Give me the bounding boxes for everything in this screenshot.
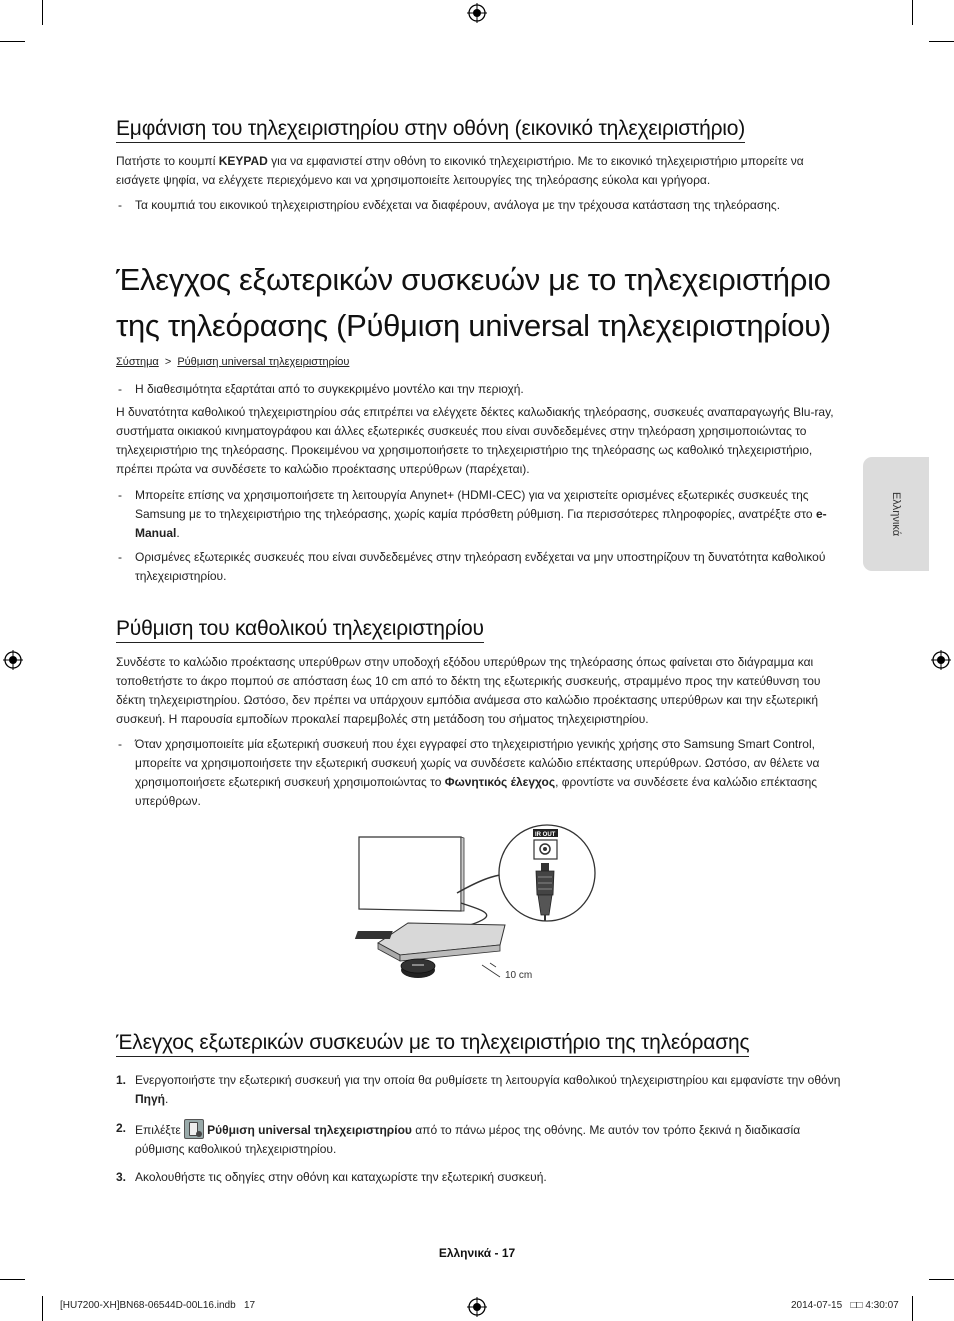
page-number: Ελληνικά - 17: [438, 1246, 516, 1260]
menu-path-universal: Ρύθμιση universal τηλεχειριστηρίου: [177, 356, 350, 368]
crop-mark: [929, 41, 954, 42]
crop-mark: [929, 1279, 954, 1280]
main-title-line2: της τηλεόρασης (Ρύθμιση universal τηλεχειριστηρίου): [116, 308, 831, 343]
note-smart-control: - Όταν χρησιμοποιείτε μία εξωτερική συσκευή που έχει εγγραφεί στο τηλεχειριστήριο γενικής χρήσης στο Samsung Smart Control, μπορείτε να χρησιμοποιήσετε την εξωτερική συσκευή χωρίς να συνδέσετε καλώδιο επέκτασης υπερύθρων. Ωστόσο, αν θέλετε να χρησιμοποιήσετε εξωτερική συσκευή χρησιμοποιώντας το Φωνητικός έλεγχος, φροντίστε να συνδέσετε ένα καλώδιο επέκτασης υπερύθρων.: [118, 737, 820, 808]
crop-mark: [912, 1296, 913, 1321]
e-manual-link: e-Manual: [135, 507, 827, 540]
ir-extender-diagram: [350, 815, 610, 990]
paragraph-universal-remote: Η δυνατότητα καθολικού τηλεχειριστηρίου σάς επιτρέπει να ελέγχετε δέκτες καλωδιακής τηλεόρασης, συσκευές αναπαραγωγής Blu-ray, συστήματα οικιακού κινηματογράφου και άλλες εξωτερικές συσκευές που είναι συνδεδεμένες στην τηλεόραση χρησιμοποιώντας το τηλεχειριστήριο της τηλεόρασης. Προκειμένου να χρησιμοποιήσετε το τηλεχειριστήριο της τηλεόρασης ως καθολικό τηλεχειριστήριο, πρέπει πρώτα να συνδέσετε το καλώδιο προέκτασης υπερύθρων (παρέχεται).: [116, 405, 834, 476]
universal-remote-setup-label: Ρύθμιση universal τηλεχειριστηρίου: [207, 1123, 412, 1137]
step-item: 2. Επιλέξτε Ρύθμιση universal τηλεχειριστηρίου από το πάνω μέρος της οθόνης. Με αυτόν τον τρόπο ξεκινά η διαδικασία ρύθμισης καθολικού τηλεχειριστηρίου.: [116, 1121, 801, 1156]
section-heading-setup: Ρύθμιση του καθολικού τηλεχειριστηρίου: [116, 617, 484, 643]
registration-mark-icon: [931, 650, 951, 670]
distance-label: 10 cm: [505, 970, 533, 981]
paragraph-ir-cable: Συνδέστε το καλώδιο προέκτασης υπερύθρων στην υποδοχή εξόδου υπερύθρων της τηλεόρασης όπως φαίνεται στο διάγραμμα και τοποθετήστε το άκρο πομπού σε απόσταση έως 10 cm από το δέκτη της εξωτερικής συσκευής, στραμμένο προς την κατεύθυνση του δέκτη τηλεχειριστηρίου. Ωστόσο, δεν πρέπει να υπάρχουν εμπόδια ανάμεσα στο καλώδιο προέκτασης υπερύθρων και την εξωτερική συσκευή. Η παρουσία εμποδίων προκαλεί παρεμβολές στη μετάδοση του σήματος τηλεχειριστηρίου.: [116, 655, 821, 726]
step-item: 1. Ενεργοποιήστε την εξωτερική συσκευή για την οποία θα ρυθμίσετε τη λειτουργία καθολικού τηλεχειριστηρίου και εμφανίστε την οθόνη Πηγή.: [116, 1073, 841, 1106]
section-heading-control-devices: Έλεγχος εξωτερικών συσκευών με το τηλεχειριστήριο της τηλεόρασης: [116, 1031, 749, 1057]
registration-mark-icon: [467, 1297, 487, 1317]
crop-mark: [42, 0, 43, 25]
note-anynet: - Μπορείτε επίσης να χρησιμοποιήσετε τη λειτουργία Anynet+ (HDMI-CEC) για να χειριστείτε ορισμένες εξωτερικές συσκευές της Samsung με το τηλεχειριστήριο της τηλεόρασης, χωρίς καμία πρόσθετη ρύθμιση. Για περισσότερες πληροφορίες, ανατρέξτε στο e-Manual.: [118, 488, 827, 540]
keypad-button-label: KEYPAD: [218, 154, 268, 168]
note-unsupported: - Ορισμένες εξωτερικές συσκευές που είναι συνδεδεμένες στην τηλεόραση ενδέχεται να μην υποστηρίζουν τη δυνατότητα καθολικού τηλεχειριστηρίου.: [118, 550, 826, 583]
source-label: Πηγή: [135, 1092, 165, 1106]
menu-path: [116, 356, 349, 368]
voice-control-label: Φωνητικός έλεγχος: [444, 775, 556, 789]
ir-out-port-label: IR OUT: [535, 832, 556, 838]
registration-mark-icon: [3, 650, 23, 670]
note-availability: - Η διαθεσιμότητα εξαρτάται από το συγκεκριμένο μοντέλο και την περιοχή.: [118, 382, 524, 396]
language-side-tab: Ελληνικά: [863, 457, 929, 571]
paragraph-keypad: Πατήστε το κουμπί KEYPAD για να εμφανιστεί στην οθόνη το εικονικό τηλεχειριστήριο. Με το εικονικό τηλεχειριστήριο μπορείτε να εισάγετε ψηφία, να ελέγχετε περιεχόμενο και να χρησιμοποιείτε λειτουργίες της τηλεόρασης εύκολα και γρήγορα.: [116, 154, 804, 187]
menu-path-separator: >: [164, 356, 172, 368]
note-virtual-buttons: - Τα κουμπιά του εικονικού τηλεχειριστηρίου ενδέχεται να διαφέρουν, ανάλογα με την τρέχουσα κατάσταση της τηλεόρασης.: [118, 198, 781, 212]
crop-mark: [0, 41, 25, 42]
step-item: 3. Ακολουθήστε τις οδηγίες στην οθόνη και καταχωρίστε την εξωτερική συσκευή.: [116, 1170, 547, 1184]
tv-illustration: [359, 837, 461, 911]
universal-remote-icon: [184, 1119, 204, 1139]
footer-datetime: 2014-07-15 □□ 4:30:07: [791, 1300, 899, 1311]
footer-file-name: [HU7200-XH]BN68-06544D-00L16.indb 17: [60, 1300, 256, 1311]
crop-mark: [0, 1279, 25, 1280]
registration-mark-icon: [467, 3, 487, 23]
main-title-line1: Έλεγχος εξωτερικών συσκευών με το τηλεχειριστήριο: [116, 262, 831, 297]
crop-mark: [42, 1296, 43, 1321]
crop-mark: [912, 0, 913, 25]
section-heading-virtual-remote: Εμφάνιση του τηλεχειριστηρίου στην οθόνη (εικονικό τηλεχειριστήριο): [116, 117, 745, 143]
menu-path-system: Σύστημα: [116, 356, 159, 368]
